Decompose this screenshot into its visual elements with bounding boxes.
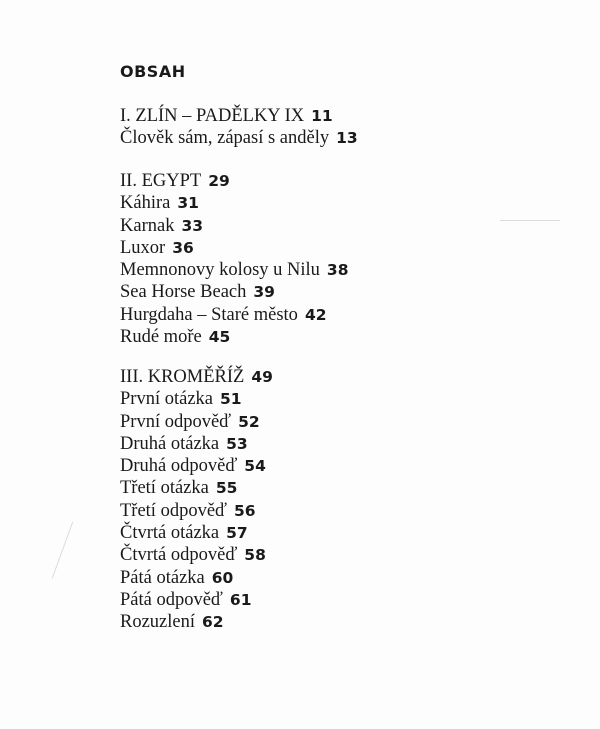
toc-entry-page: 53 xyxy=(226,434,248,453)
scan-mark xyxy=(52,522,73,579)
toc-entry-page: 11 xyxy=(311,107,333,125)
toc-entry xyxy=(120,237,348,259)
toc-entry-label: Memnonovy kolosy u Nilu xyxy=(120,260,320,281)
toc-entry xyxy=(120,477,273,499)
toc-entry-label: Třetí otázka xyxy=(120,478,209,499)
toc-entry-label: Hurgdaha – Staré město xyxy=(120,304,298,325)
toc-entry-page: 58 xyxy=(244,546,266,565)
toc-entry xyxy=(120,388,273,410)
toc-entry-label: Rozuzlení xyxy=(120,612,196,633)
toc-chapter-heading xyxy=(120,105,358,127)
toc-entry-label: Rudé moře xyxy=(120,327,202,348)
toc-entry xyxy=(120,544,273,566)
toc-entry-label: Pátá otázka xyxy=(120,567,205,588)
toc-entry-label: První odpověď xyxy=(120,411,232,432)
toc-entry-label: Sea Horse Beach xyxy=(120,282,247,303)
toc-entry-page: 45 xyxy=(208,328,231,347)
toc-entry-label: II. EGYPT xyxy=(120,171,202,191)
toc-entry-label: Pátá odpověď xyxy=(120,589,223,610)
toc-entry-page: 13 xyxy=(336,129,358,148)
toc-entry xyxy=(120,567,273,589)
toc-chapter-heading xyxy=(120,366,273,388)
toc-entry-page: 54 xyxy=(244,457,266,476)
toc-entry-label: Káhira xyxy=(120,193,171,214)
toc-entry-page: 57 xyxy=(226,524,248,543)
scan-mark xyxy=(500,220,560,221)
toc-entry xyxy=(120,304,348,326)
toc-entry-page: 42 xyxy=(304,305,327,324)
toc-entry xyxy=(120,259,348,281)
toc-entry-page: 33 xyxy=(181,216,204,235)
toc-entry xyxy=(120,611,273,633)
toc-entry xyxy=(120,192,348,214)
toc-entry-label: Karnak xyxy=(120,215,175,236)
toc-entry xyxy=(120,589,273,611)
toc-entry xyxy=(120,522,273,544)
toc-entry-label: Druhá otázka xyxy=(120,433,220,454)
toc-title: OBSAH xyxy=(120,62,186,81)
toc-entry-label: Čtvrtá odpověď xyxy=(120,545,238,566)
toc-entry-page: 36 xyxy=(172,238,194,257)
toc-entry-page: 60 xyxy=(211,568,234,587)
toc-entry-page: 51 xyxy=(220,390,242,409)
toc-entry-page: 55 xyxy=(215,479,238,498)
toc-entry xyxy=(120,500,273,522)
toc-entry xyxy=(120,215,348,237)
toc-entry-page: 31 xyxy=(177,194,199,213)
toc-section-2 xyxy=(120,170,348,348)
toc-entry xyxy=(120,281,348,303)
toc-entry-page: 29 xyxy=(208,172,230,190)
toc-entry-label: I. ZLÍN – PADĚLKY IX xyxy=(120,106,305,126)
toc-chapter-heading xyxy=(120,170,348,192)
toc-entry xyxy=(120,326,348,348)
toc-entry-label: Třetí odpověď xyxy=(120,500,227,521)
toc-section-1 xyxy=(120,105,358,150)
toc-entry xyxy=(120,455,273,477)
toc-entry-page: 39 xyxy=(253,283,275,302)
toc-entry-page: 38 xyxy=(326,261,349,280)
toc-entry-page: 61 xyxy=(229,590,252,609)
toc-entry-label: III. KROMĚŘÍŽ xyxy=(120,367,245,387)
toc-entry-label: Luxor xyxy=(120,237,166,258)
toc-entry-label: Druhá odpověď xyxy=(120,456,238,477)
toc-entry xyxy=(120,411,273,433)
toc-entry-page: 52 xyxy=(238,412,260,431)
toc-entry-label: Člověk sám, zápasí s anděly xyxy=(120,128,330,149)
toc-entry-label: Čtvrtá otázka xyxy=(120,523,220,544)
toc-entry xyxy=(120,433,273,455)
toc-entry-page: 49 xyxy=(251,368,273,386)
toc-entry-page: 56 xyxy=(234,501,256,520)
toc-entry-label: První otázka xyxy=(120,389,213,410)
toc-entry-page: 62 xyxy=(202,613,224,632)
toc-entry xyxy=(120,127,358,149)
toc-section-3 xyxy=(120,366,273,634)
